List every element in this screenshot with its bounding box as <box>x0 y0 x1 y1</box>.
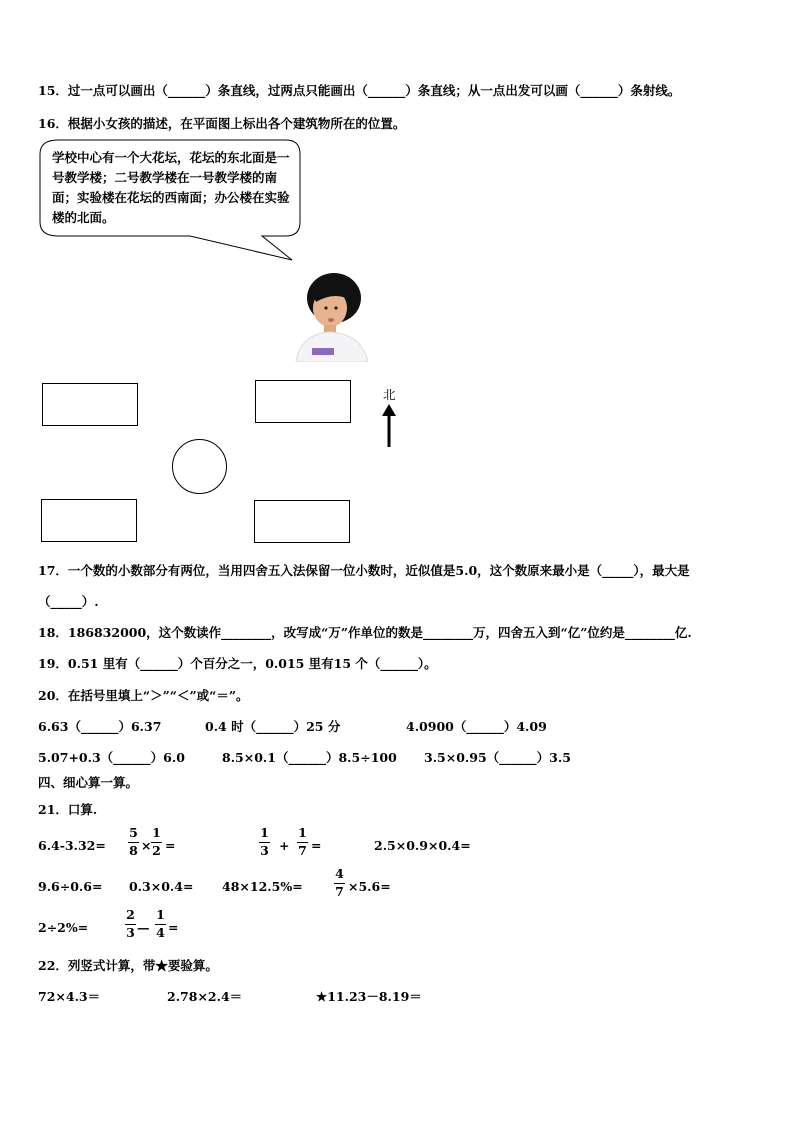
question-17-line2: （_____）. <box>38 594 99 609</box>
fraction: 1 7 <box>298 825 307 858</box>
q20-item: 5.07+0.3（______）6.0 <box>38 750 185 765</box>
question-15: 15．过一点可以画出（______）条直线，过两点只能画出（______）条直线；从一点出发可以画（______）条射线。 <box>38 83 681 98</box>
oral-calc-item: 2÷2%= <box>38 920 89 935</box>
equals: = <box>168 920 179 935</box>
question-19: 19．0.51 里有（______）个百分之一，0.015 里有15 个（______）。 <box>38 656 437 671</box>
equals: = <box>165 838 176 853</box>
fraction: 2 3 <box>126 907 135 940</box>
section-4-heading: 四、细心算一算。 <box>38 775 139 790</box>
oral-calc-item: 9.6÷0.6= <box>38 879 103 894</box>
fraction: 5 8 <box>129 825 138 858</box>
oral-calc-item: 48×12.5%= <box>222 879 303 894</box>
oral-calc-item: 0.3×0.4= <box>129 879 194 894</box>
building-box-northeast[interactable] <box>255 380 351 423</box>
girl-image <box>290 268 372 362</box>
building-box-southwest[interactable] <box>41 499 137 542</box>
fraction: 1 4 <box>156 907 165 940</box>
north-arrow-icon <box>382 404 396 448</box>
operator: — <box>137 920 150 935</box>
question-20: 20．在括号里填上“＞”“＜”或“＝”。 <box>38 688 249 703</box>
fraction: 1 2 <box>152 825 161 858</box>
building-box-southeast[interactable] <box>254 500 350 543</box>
q20-item: 0.4 时（______）25 分 <box>205 719 341 734</box>
oral-calc-item: 6.4-3.32= <box>38 838 106 853</box>
oral-calc-item: ×5.6= <box>348 879 391 894</box>
question-21: 21．口算. <box>38 802 98 817</box>
q20-item: 3.5×0.95（______）3.5 <box>424 750 571 765</box>
question-18: 18．186832000，这个数读作________，改写成“万”作单位的数是________万，四舍五入到“亿”位约是________亿. <box>38 625 692 640</box>
q20-item: 6.63（______）6.37 <box>38 719 162 734</box>
operator: × <box>141 838 152 853</box>
oral-calc-item: 2.5×0.9×0.4= <box>374 838 471 853</box>
fraction: 1 3 <box>260 825 269 858</box>
building-box-northwest[interactable] <box>42 383 138 426</box>
question-16: 16．根据小女孩的描述，在平面图上标出各个建筑物所在的位置。 <box>38 116 406 131</box>
operator: + <box>279 838 290 853</box>
q20-item: 8.5×0.1（______）8.5÷100 <box>222 750 397 765</box>
question-17-line1: 17．一个数的小数部分有两位，当用四舍五入法保留一位小数时，近似值是5.0，这个数原来最小是（_____），最大是 <box>38 563 690 578</box>
vertical-calc-item: 2.78×2.4＝ <box>167 989 243 1004</box>
equals: = <box>311 838 322 853</box>
flower-bed-circle <box>172 439 227 494</box>
north-label: 北 <box>383 387 396 402</box>
fraction: 4 7 <box>335 866 344 899</box>
bubble-text: 学校中心有一个大花坛，花坛的东北面是一号教学楼；二号教学楼在一号教学楼的南面；实验楼在花坛的西南面；办公楼在实验楼的北面。 <box>52 150 290 225</box>
question-22: 22．列竖式计算，带★要验算。 <box>38 958 218 973</box>
q20-item: 4.0900（______）4.09 <box>406 719 547 734</box>
vertical-calc-item: ★11.23－8.19＝ <box>316 989 422 1004</box>
vertical-calc-item: 72×4.3＝ <box>38 989 101 1004</box>
